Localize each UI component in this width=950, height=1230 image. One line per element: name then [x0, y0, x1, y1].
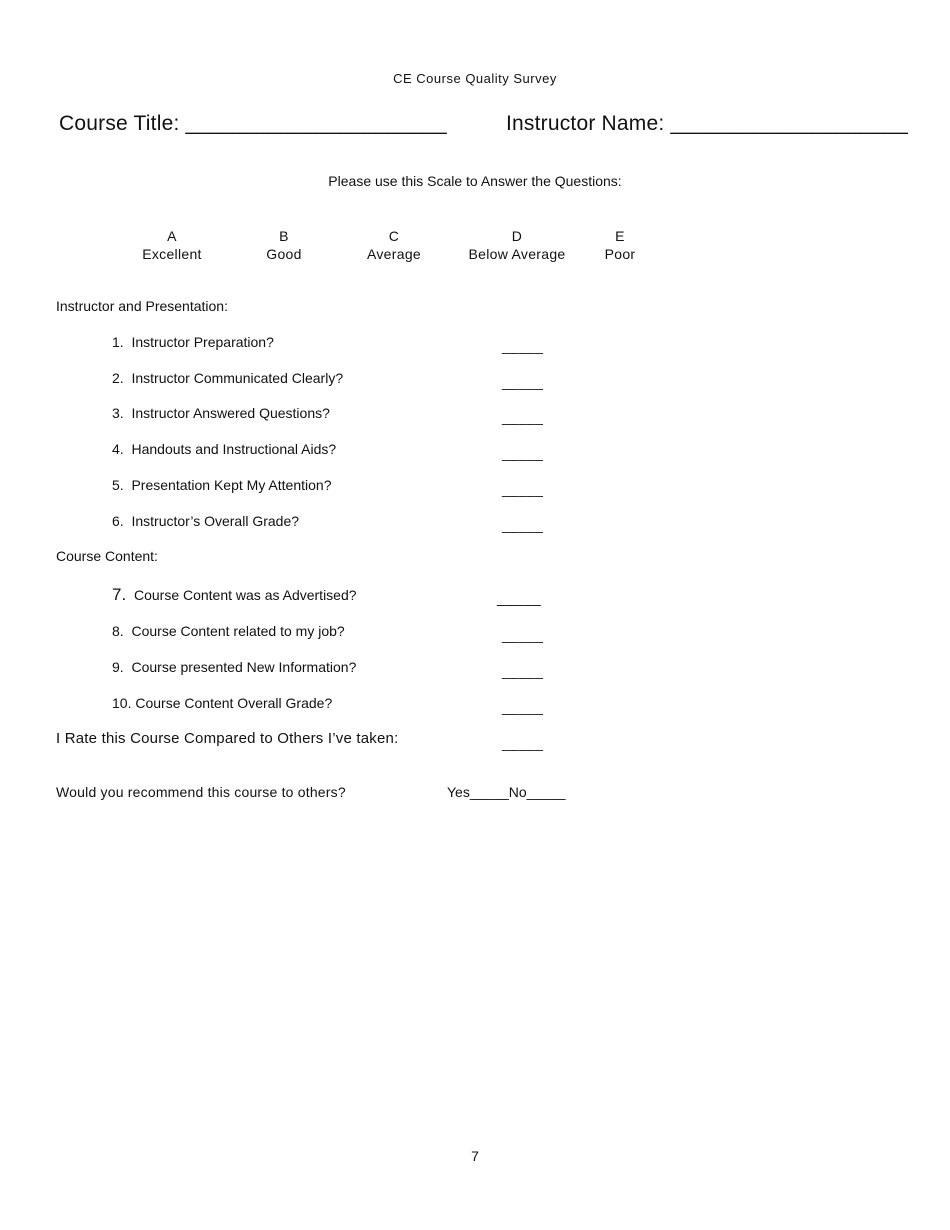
question-8	[112, 623, 345, 639]
question-6	[112, 513, 299, 529]
question-number: 10.	[112, 695, 132, 711]
question-label: Course Content related to my job?	[131, 623, 345, 639]
question-2	[112, 370, 343, 386]
scale-label: Poor	[604, 246, 636, 262]
question-number: 7.	[112, 585, 127, 604]
scale-option-c	[329, 227, 459, 263]
question-1	[112, 334, 274, 350]
question-number: 8.	[112, 623, 124, 639]
question-10	[112, 695, 332, 711]
survey-title: CE Course Quality Survey	[393, 71, 557, 86]
scale-letter: C	[388, 228, 400, 244]
question-3	[112, 405, 330, 421]
section-title-instructor: Instructor and Presentation:	[56, 298, 228, 314]
scale-option-a	[107, 227, 237, 263]
question-number: 2.	[112, 370, 124, 386]
question-9	[112, 659, 356, 675]
question-label: Course presented New Information?	[131, 659, 357, 675]
scale-label: Excellent	[142, 246, 202, 262]
question-label: Course Content was as Advertised?	[133, 587, 357, 603]
comparison-blank[interactable]: _____	[502, 735, 544, 751]
scale-option-e	[555, 227, 685, 263]
question-5	[112, 477, 331, 493]
question-number: 4.	[112, 441, 124, 457]
question-7	[112, 585, 357, 605]
scale-label: Below Average	[468, 246, 566, 262]
question-label: Presentation Kept My Attention?	[131, 477, 332, 493]
recommend-yes-no[interactable]: Yes_____No_____	[447, 784, 566, 800]
answer-blank-1[interactable]: _____	[502, 338, 544, 354]
scale-letter: A	[167, 228, 177, 244]
scale-label: Average	[367, 246, 421, 262]
question-number: 9.	[112, 659, 124, 675]
scale-letter: E	[615, 228, 625, 244]
answer-blank-6[interactable]: _____	[502, 517, 544, 533]
question-number: 3.	[112, 405, 124, 421]
instructor-name-field[interactable]: Instructor Name: ____________________	[506, 112, 909, 135]
answer-blank-3[interactable]: _____	[502, 409, 544, 425]
question-number: 6.	[112, 513, 124, 529]
answer-blank-10[interactable]: _____	[502, 699, 544, 715]
page-number: 7	[471, 1148, 479, 1164]
recommend-question: Would you recommend this course to others?	[56, 784, 346, 800]
comparison-label: I Rate this Course Compared to Others I’ve taken:	[56, 730, 399, 747]
question-label: Course Content Overall Grade?	[135, 695, 333, 711]
question-label: Handouts and Instructional Aids?	[131, 441, 337, 457]
answer-blank-5[interactable]: _____	[502, 481, 544, 497]
answer-blank-4[interactable]: _____	[502, 445, 544, 461]
answer-blank-8[interactable]: _____	[502, 627, 544, 643]
question-number: 1.	[112, 334, 124, 350]
question-label: Instructor Answered Questions?	[131, 405, 330, 421]
answer-blank-7[interactable]: _____	[497, 590, 542, 607]
scale-label: Good	[266, 246, 302, 262]
question-label: Instructor Preparation?	[131, 334, 274, 350]
course-title-field[interactable]: Course Title: ______________________	[59, 112, 447, 135]
question-label: Instructor Communicated Clearly?	[131, 370, 344, 386]
scale-letter: B	[279, 228, 289, 244]
answer-blank-2[interactable]: _____	[502, 374, 544, 390]
question-number: 5.	[112, 477, 124, 493]
question-4	[112, 441, 336, 457]
answer-blank-9[interactable]: _____	[502, 663, 544, 679]
section-title-content: Course Content:	[56, 548, 158, 564]
scale-instructions: Please use this Scale to Answer the Questions:	[328, 173, 622, 189]
scale-letter: D	[511, 228, 523, 244]
question-label: Instructor’s Overall Grade?	[131, 513, 300, 529]
